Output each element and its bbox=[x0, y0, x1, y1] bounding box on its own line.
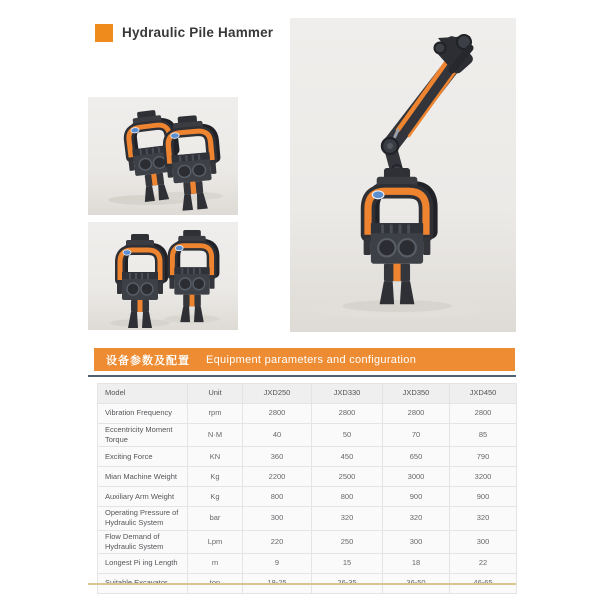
spec-value-cell: 15 bbox=[312, 553, 383, 573]
table-bottom-rule bbox=[88, 583, 516, 585]
spec-row-label: Operating Pressure of Hydraulic System bbox=[98, 507, 188, 530]
pile-hammer-pair-front-illustration bbox=[88, 222, 238, 330]
spec-value-cell: 450 bbox=[312, 447, 383, 467]
product-photo-pair-front bbox=[88, 222, 238, 330]
pile-hammer-boom-illustration bbox=[290, 18, 516, 332]
spec-value-cell: 22 bbox=[450, 553, 517, 573]
spec-value-cell: 250 bbox=[312, 530, 383, 553]
spec-row-label: Mian Machine Weight bbox=[98, 467, 188, 487]
spec-value-cell: 300 bbox=[383, 530, 450, 553]
spec-value-cell: 790 bbox=[450, 447, 517, 467]
spec-unit-cell: Kg bbox=[188, 487, 243, 507]
spec-value-cell: 2800 bbox=[383, 404, 450, 424]
spec-row bbox=[98, 530, 517, 553]
spec-col-header: Unit bbox=[188, 384, 243, 404]
spec-row bbox=[98, 447, 517, 467]
spec-value-cell: 800 bbox=[243, 487, 312, 507]
spec-row-label: Eccentricity Moment Torque bbox=[98, 424, 188, 447]
spec-row bbox=[98, 487, 517, 507]
spec-col-header: JXD250 bbox=[243, 384, 312, 404]
spec-value-cell: 900 bbox=[383, 487, 450, 507]
spec-row-label: Exciting Force bbox=[98, 447, 188, 467]
spec-unit-cell: KN bbox=[188, 447, 243, 467]
spec-unit-cell: m bbox=[188, 553, 243, 573]
spec-unit-cell: bar bbox=[188, 507, 243, 530]
page-title: Hydraulic Pile Hammer bbox=[122, 25, 274, 40]
spec-table bbox=[97, 383, 517, 594]
spec-row bbox=[98, 424, 517, 447]
spec-value-cell: 2800 bbox=[312, 404, 383, 424]
spec-value-cell: 3000 bbox=[383, 467, 450, 487]
section-title-zh: 设备参数及配置 bbox=[106, 354, 190, 367]
spec-value-cell: 85 bbox=[450, 424, 517, 447]
spec-value-cell: 800 bbox=[312, 487, 383, 507]
spec-unit-cell: N·M bbox=[188, 424, 243, 447]
spec-col-header: JXD450 bbox=[450, 384, 517, 404]
spec-value-cell: 320 bbox=[450, 507, 517, 530]
spec-value-cell: 300 bbox=[450, 530, 517, 553]
spec-value-cell: 2800 bbox=[243, 404, 312, 424]
spec-unit-cell: Kg bbox=[188, 467, 243, 487]
spec-value-cell: 3200 bbox=[450, 467, 517, 487]
spec-value-cell: 2500 bbox=[312, 467, 383, 487]
section-banner bbox=[94, 348, 515, 371]
spec-value-cell: 300 bbox=[243, 507, 312, 530]
spec-value-cell: 18 bbox=[383, 553, 450, 573]
product-photo-with-boom bbox=[290, 18, 516, 332]
spec-unit-cell: Lpm bbox=[188, 530, 243, 553]
spec-value-cell: 2200 bbox=[243, 467, 312, 487]
spec-value-cell: 9 bbox=[243, 553, 312, 573]
spec-row-label: Auxiliary Arm Weight bbox=[98, 487, 188, 507]
spec-value-cell: 360 bbox=[243, 447, 312, 467]
spec-row-label: Vibration Frequency bbox=[98, 404, 188, 424]
spec-value-cell: 320 bbox=[312, 507, 383, 530]
spec-row bbox=[98, 404, 517, 424]
spec-value-cell: 650 bbox=[383, 447, 450, 467]
spec-row bbox=[98, 553, 517, 573]
banner-underline bbox=[88, 375, 516, 377]
spec-col-header: JXD330 bbox=[312, 384, 383, 404]
section-title-en: Equipment parameters and configuration bbox=[206, 353, 417, 366]
spec-unit-cell: rpm bbox=[188, 404, 243, 424]
spec-value-cell: 50 bbox=[312, 424, 383, 447]
product-photo-pair-angled bbox=[88, 97, 238, 215]
spec-value-cell: 70 bbox=[383, 424, 450, 447]
spec-value-cell: 2800 bbox=[450, 404, 517, 424]
spec-table-wrap bbox=[97, 383, 516, 594]
pile-hammer-pair-angled-illustration bbox=[88, 97, 238, 215]
spec-row bbox=[98, 507, 517, 530]
title-bullet-icon bbox=[95, 24, 113, 42]
spec-header-row bbox=[98, 384, 517, 404]
spec-row-label: Longest Pi ing Length bbox=[98, 553, 188, 573]
spec-value-cell: 320 bbox=[383, 507, 450, 530]
spec-value-cell: 220 bbox=[243, 530, 312, 553]
spec-row-label: Flow Demand of Hydraulic System bbox=[98, 530, 188, 553]
spec-value-cell: 40 bbox=[243, 424, 312, 447]
spec-col-header: Model bbox=[98, 384, 188, 404]
spec-value-cell: 900 bbox=[450, 487, 517, 507]
spec-row bbox=[98, 467, 517, 487]
spec-col-header: JXD350 bbox=[383, 384, 450, 404]
